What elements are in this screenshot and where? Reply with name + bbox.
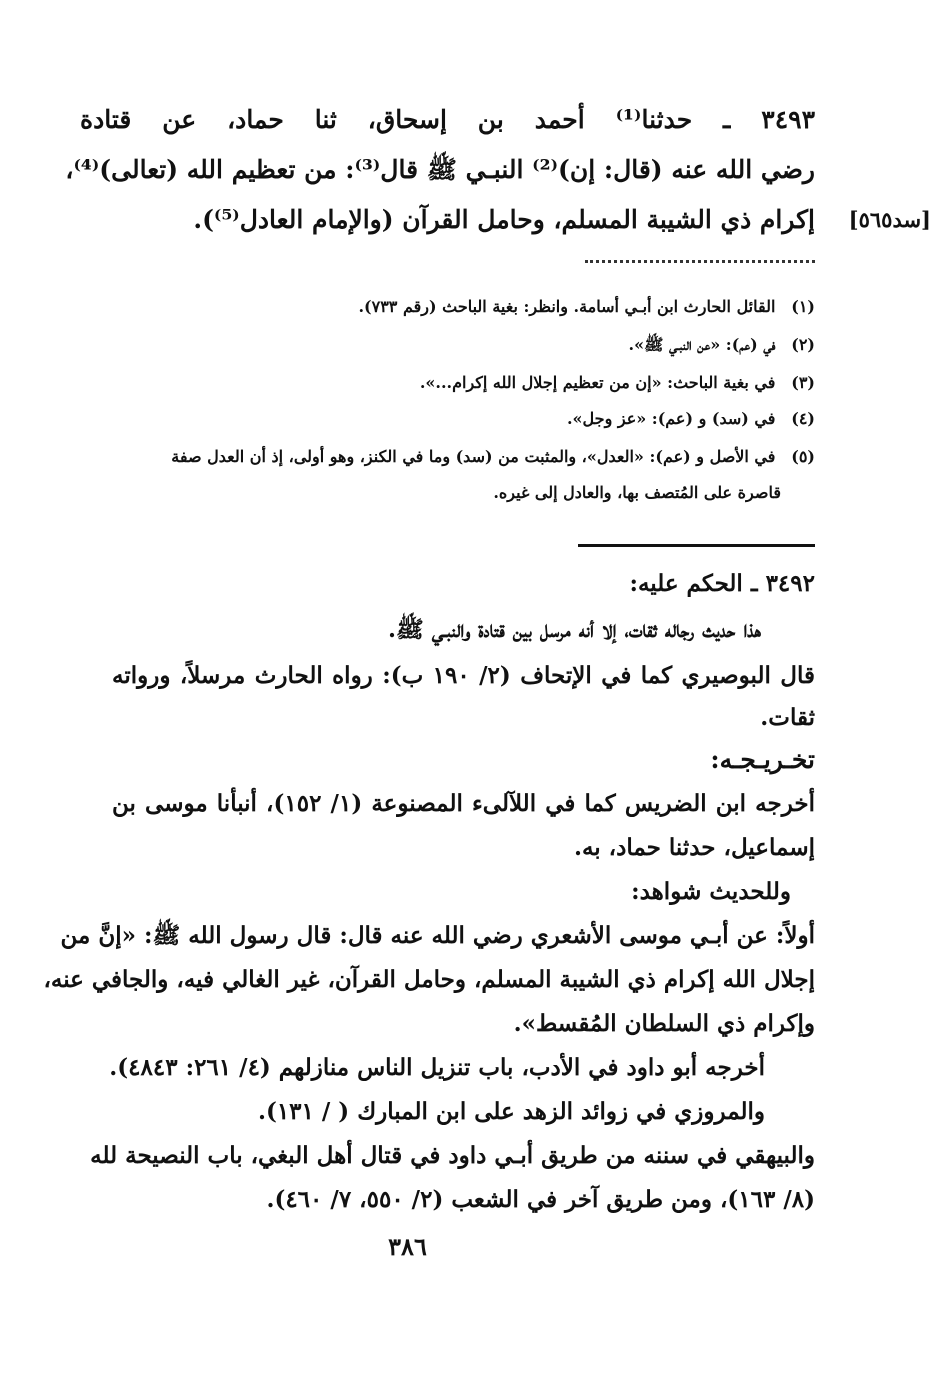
reference-tag: [سد٥٦٥] — [848, 207, 931, 232]
ruling-heading: ٣٤٩٢ ـ الحكم عليه: — [629, 570, 815, 597]
footnote-number: (٣) — [791, 373, 815, 392]
footnote-number: (٤) — [791, 409, 815, 428]
footnote-text: في (عم): «عن النبـي ﷺ». — [628, 335, 776, 354]
witness-1-line-2: إجلال الله إكرام ذي الشيبة المسلم، وحامل القرآن، غير الغالي فيه، والجافي عنه، — [43, 966, 815, 993]
footnote-number: (١) — [791, 297, 815, 316]
ruling-paragraph-1: هذا حديث رجاله ثقات، إلا أنه مرسل بين قتادة والنبـي ﷺ. — [387, 616, 761, 643]
footnote-2 — [629, 330, 816, 360]
footnote-5 — [171, 442, 815, 472]
section-separator-rule — [578, 544, 815, 547]
footnote-text: في الأصل و (عم): «العدل»، والمثبت من (سد) وما في الكنز، وهو أولى، إذ أن العدل صفة — [171, 447, 776, 466]
source-abu-dawud: أخرجه أبو داود في الأدب، باب تنزيل الناس منازلهم (٤/ ٢٦١: ٤٨٤٣). — [109, 1054, 765, 1081]
source-marwazi: والمروزي في زوائد الزهد على ابن المبارك ( / ١٣١). — [257, 1098, 765, 1125]
footnote-3 — [420, 368, 815, 398]
takhrij-paragraph-line-1: أخرجه ابن الضريس كما في اللآلىء المصنوعة (١/ ١٥٢)، أنبأنا موسى بن — [112, 790, 816, 817]
witnesses-heading: وللحديث شواهد: — [631, 878, 791, 905]
hadith-line-2: رضي الله عنه (قال: إن)⁽²⁾ النبـي ﷺ قال⁽³⁾: من تعظيم الله (تعالى)⁽⁴⁾، — [65, 155, 815, 184]
source-bayhaqi-line-2: (٨/ ١٦٣)، ومن طريق آخر في الشعب (٢/ ٥٥٠، ٧/ ٤٦٠). — [266, 1186, 815, 1213]
takhrij-paragraph-line-2: إسماعيل، حدثنا حماد، به. — [573, 834, 815, 861]
footnote-dotted-separator — [585, 260, 815, 263]
witness-1-line-1: أولاً: عن أبـي موسى الأشعري رضي الله عنه قال: قال رسول الله ﷺ: «إنَّ من — [60, 922, 815, 949]
witness-1-line-3: وإكرام ذي السلطان المُقسط». — [513, 1010, 815, 1037]
footnote-text: القائل الحارث ابن أبـي أسامة. وانظر: بغية الباحث (رقم ٧٣٣). — [358, 297, 776, 316]
hadith-line-1: ٣٤٩٣ ـ حدثنا⁽¹⁾ أحمد بن إسحاق، ثنا حماد، عن قتادة — [80, 105, 816, 134]
footnote-text: في بغية الباحث: «إن من تعظيم إجلال الله إكرام...». — [419, 373, 776, 392]
footnote-1 — [358, 292, 815, 322]
footnote-number: (٥) — [791, 447, 815, 466]
ruling-paragraph-2-line-1: قال البوصيري كما في الإتحاف (٢/ ١٩٠ ب): رواه الحارث مرسلاً، ورواته — [112, 662, 815, 689]
footnote-4 — [567, 404, 815, 434]
hadith-line-3: إكرام ذي الشيبة المسلم، وحامل القرآن (والإمام العادل⁽⁵⁾). — [193, 205, 815, 234]
footnote-5-continuation: قاصرة على المُتصف بها، والعادل إلى غيره. — [493, 483, 781, 502]
footnote-text: في (سد) و (عم): «عز وجل». — [566, 409, 776, 428]
page-number: ٣٨٦ — [388, 1232, 427, 1261]
source-bayhaqi-line-1: والبيهقي في سننه من طريق أبـي داود في قتال أهل البغي، باب النصيحة لله — [90, 1142, 815, 1169]
ruling-paragraph-2-line-2: ثقات. — [760, 704, 815, 731]
footnote-number: (٢) — [791, 335, 815, 354]
takhrij-heading: تخـريـجـه: — [710, 745, 815, 774]
